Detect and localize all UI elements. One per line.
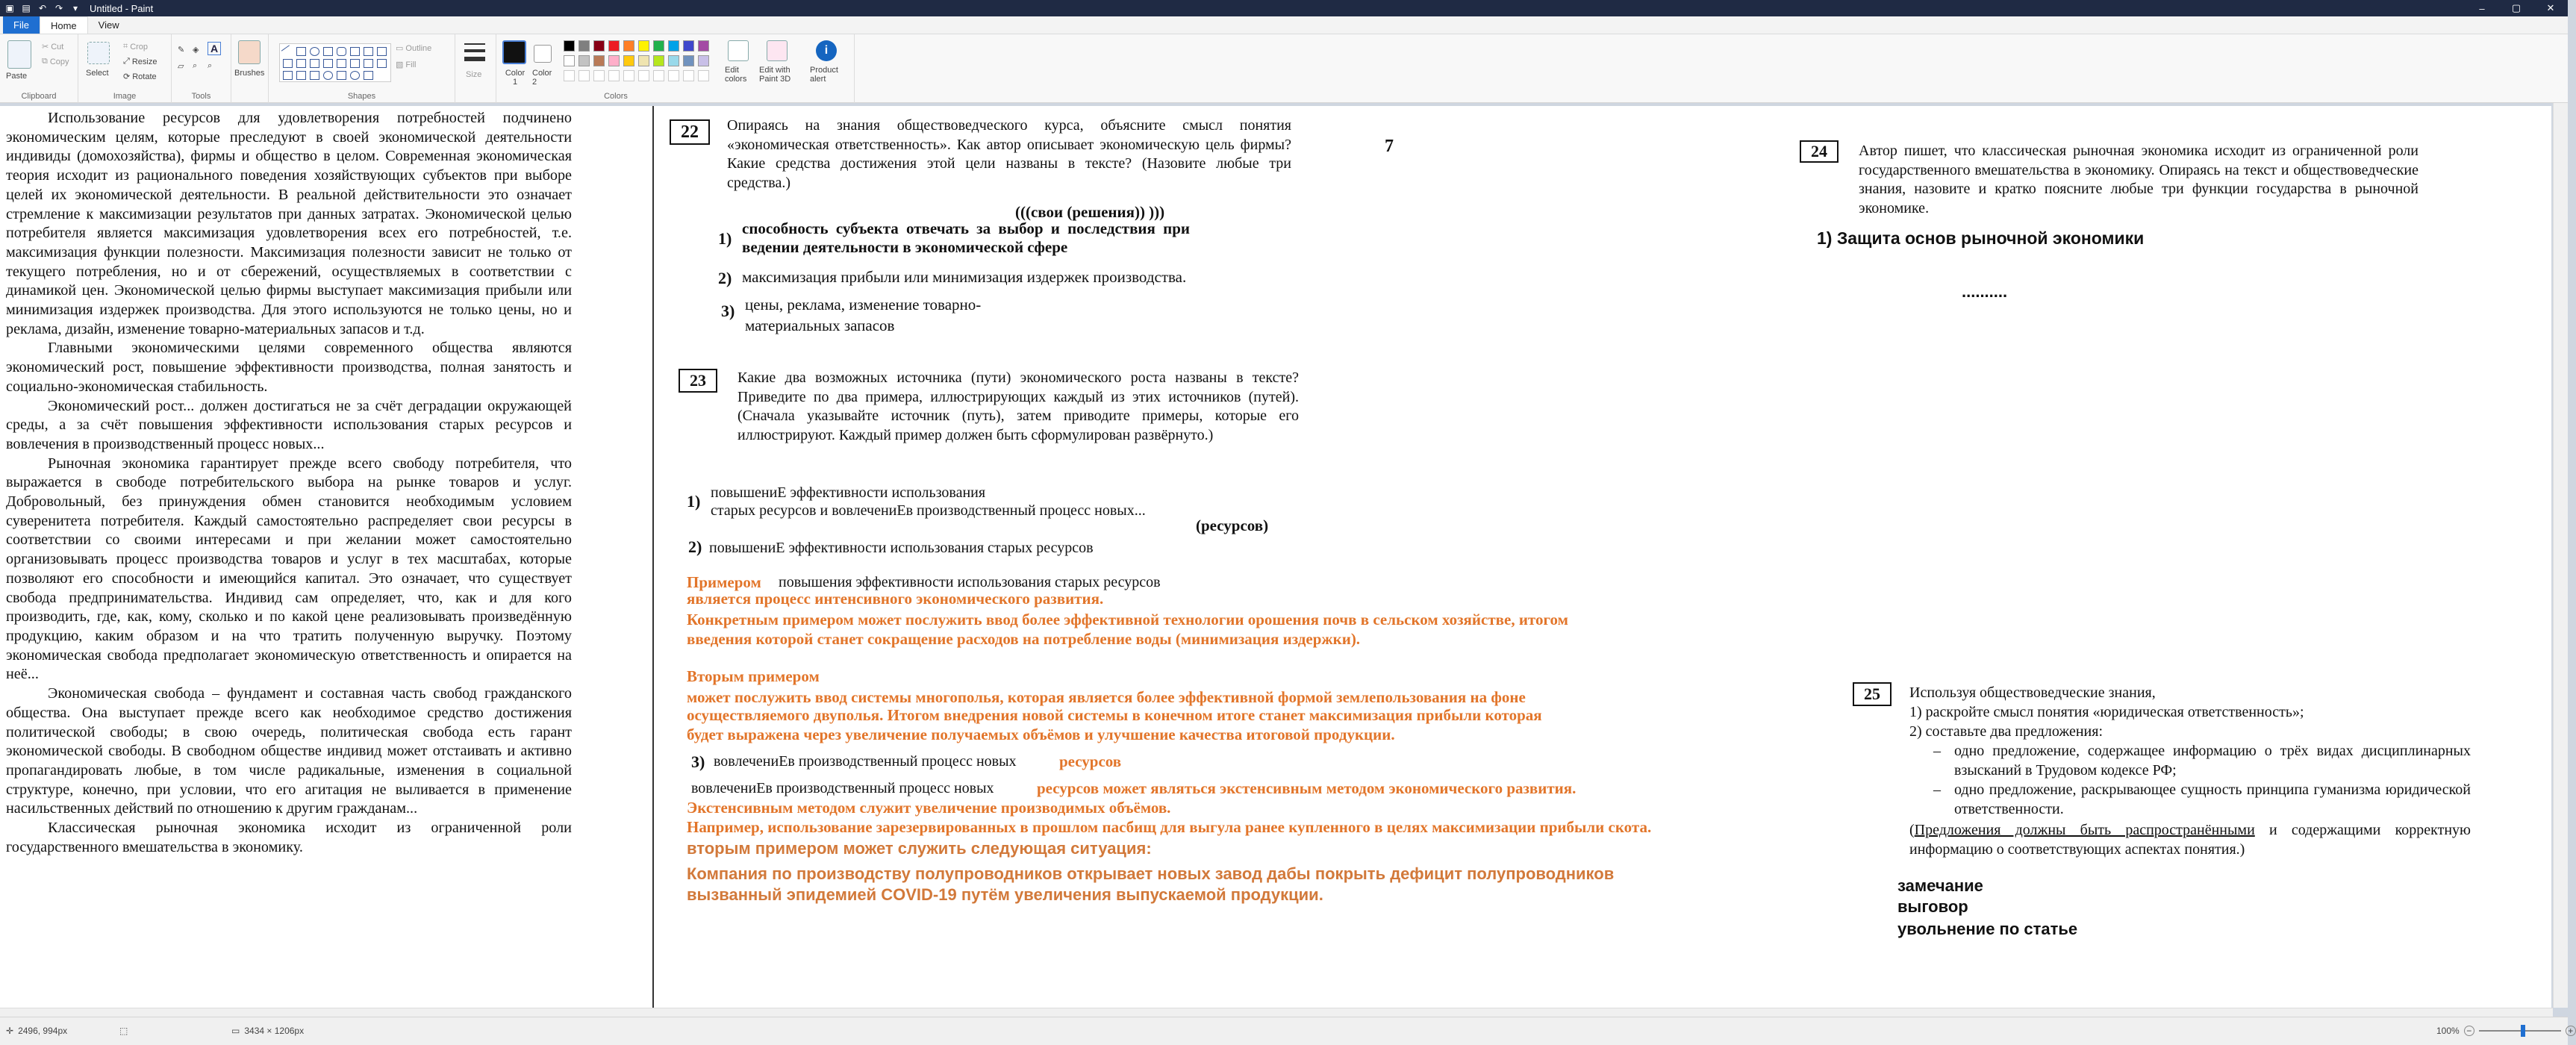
answer-23-1-line1: повышениЕ эффективности использования — [711, 484, 986, 501]
color-swatch[interactable] — [638, 55, 649, 66]
color-swatch[interactable] — [608, 40, 620, 52]
answer-22-1-number: 1) — [718, 229, 732, 248]
example-1-line2: является процесс интенсивного экономического развития. — [687, 590, 1104, 608]
product-alert-icon[interactable]: i — [816, 40, 837, 61]
color1-swatch[interactable] — [502, 40, 526, 64]
shape-arrow-up-icon[interactable] — [350, 59, 360, 68]
shape-callout-cloud-icon[interactable] — [337, 71, 346, 80]
page-number: 7 — [1385, 137, 1394, 156]
color1-label: Color 1 — [505, 69, 526, 87]
tab-file[interactable]: File — [3, 16, 40, 34]
redo-icon[interactable]: ↷ — [54, 3, 63, 13]
shape-curve-icon[interactable] — [296, 47, 306, 56]
shape-arrow-right-icon[interactable] — [323, 59, 333, 68]
answer-23-2-number: 2) — [688, 537, 702, 556]
color-picker-icon[interactable]: ⌕ — [193, 61, 198, 70]
cut-label: Cut — [51, 42, 64, 52]
answer-22-2-number: 2) — [718, 269, 732, 287]
paint-app-icon: ▣ — [5, 3, 14, 13]
custom-color-swatch[interactable] — [653, 70, 664, 81]
canvas-size-icon: ▭ — [231, 1026, 240, 1036]
custom-color-swatch[interactable] — [593, 70, 605, 81]
customize-quick-access-icon[interactable]: ▾ — [72, 3, 78, 13]
custom-color-swatch[interactable] — [668, 70, 679, 81]
bullet2-text: одно предложение, раскрывающее сущность принципа гуманизма юридической ответственности. — [1954, 782, 2471, 817]
minimize-button[interactable]: – — [2479, 2, 2485, 14]
brushes-button[interactable]: Brushes — [234, 69, 265, 78]
answer-24-dots: .......... — [1962, 282, 2008, 301]
color-swatch[interactable] — [668, 40, 679, 52]
question-24-text: Автор пишет, что классическая рыночная экономика исходит из ограниченной роли государственного вмешательства в экономику. Опираясь на текст и обществоведческие знания, назовите и кратко поясните любые три функции государства в рыночной экономике. — [1859, 143, 2418, 216]
canvas-size-text: 3434 × 1206px — [244, 1026, 305, 1036]
outline-label: Outline — [405, 43, 432, 53]
color-swatch[interactable] — [564, 40, 575, 52]
example-2-line2: осуществляемого двуполья. Итогом внедрения новой системы в конечном итоге станет максимизация прибыли которая — [687, 706, 1542, 724]
source-paragraph: Экономический рост... должен достигаться не за счёт деградации окружающей среды, а за счёт повышения эффективности использования старых ресурсов и вовлечения в производственный процесс новых... — [6, 397, 572, 452]
shape-line-icon[interactable] — [281, 45, 295, 57]
image-group-label: Image — [113, 92, 137, 101]
shape-hexagon-icon[interactable] — [310, 59, 319, 68]
rotate-button[interactable] — [123, 72, 157, 81]
example-3-line3: Например, использование зарезервированных в прошлом пасбищ для выгула ранее купленного в целях максимизации прибыли скота. — [687, 818, 1652, 836]
fill-bucket-icon[interactable]: ◈ — [193, 46, 199, 54]
question-22-number: 22 — [670, 119, 710, 145]
zoom-level: 100% — [2436, 1026, 2460, 1036]
shape-right-triangle-icon[interactable] — [377, 47, 387, 56]
color-swatch[interactable] — [623, 55, 634, 66]
note-rest: и содержащими корректную информацию о соответствующих аспектах понятия.) — [1909, 822, 2471, 858]
shapes-gallery[interactable] — [279, 43, 391, 82]
cut-button[interactable] — [42, 42, 63, 52]
shape-callout-rect-icon[interactable] — [310, 71, 319, 80]
copy-label: Copy — [49, 57, 69, 66]
color-swatch[interactable] — [578, 40, 590, 52]
source-paragraph: Главными экономическими целями современного общества являются экономический рост, повышение эффективности производства, полная занятость и социально-экономическая стабильность. — [6, 340, 572, 395]
undo-icon[interactable]: ↶ — [38, 3, 47, 13]
colors-group-label: Colors — [604, 92, 628, 101]
edit-with-paint3d-button[interactable]: Edit with Paint 3D — [759, 66, 791, 84]
edit-colors-icon[interactable] — [728, 40, 749, 61]
question-22-note: (((свои (решения)) ))) — [1015, 203, 1165, 221]
color-swatch[interactable] — [698, 40, 709, 52]
color-swatch[interactable] — [593, 40, 605, 52]
size-button[interactable]: Size — [466, 70, 482, 79]
title-bar — [0, 0, 2568, 16]
fill-icon: ▧ — [396, 60, 404, 69]
bullet1-text: одно предложение, содержащее информацию о трёх видах дисциплинарных взысканий в Трудовом кодексе РФ; — [1954, 743, 2471, 779]
question-25-line1: Используя обществоведческие знания, — [1909, 684, 2156, 701]
shape-oval-icon[interactable] — [310, 47, 319, 56]
resize-button[interactable] — [123, 57, 157, 66]
example-1-rest: повышения эффективности использования старых ресурсов — [779, 574, 1161, 590]
quick-access-toolbar — [0, 0, 81, 16]
paste-button[interactable]: Paste — [6, 72, 28, 81]
question-25-number: 25 — [1853, 682, 1892, 706]
answer-25-word2: выговор — [1897, 897, 1968, 916]
custom-color-swatch[interactable] — [683, 70, 694, 81]
drawing-canvas[interactable] — [0, 106, 2551, 1008]
question-23-number: 23 — [679, 369, 717, 393]
zoom-in-icon[interactable]: + — [2566, 1026, 2576, 1036]
fill-button[interactable] — [396, 60, 416, 69]
image-group — [78, 34, 172, 103]
edit-colors-button[interactable]: Edit colors — [725, 66, 747, 84]
outline-button[interactable] — [396, 43, 431, 53]
shape-star4-icon[interactable] — [377, 59, 387, 68]
source-paragraph: Классическая рыночная экономика исходит из ограниченной роли государственного вмешательства в экономику. — [6, 820, 572, 855]
shape-star6-icon[interactable] — [296, 71, 306, 80]
select-button[interactable]: Select — [86, 69, 109, 78]
question-23-text: Какие два возможных источника (пути) экономического роста названы в тексте? Приведите по два примера, иллюстрирующих каждый из этих источников (путей). (Сначала указывайте источник (путь), затем приводите примеры, которые его иллюстрируют. Каждый пример должен быть сформулирован развёрнуто.) — [737, 369, 1299, 443]
crop-icon: ⌗ — [123, 42, 128, 51]
question-25-note: (Предложения должны быть распространёнными и содержащими корректную информацию о соответствующих аспектах понятия.) — [1909, 822, 2471, 858]
color-swatch[interactable] — [653, 40, 664, 52]
answer-22-1: способность субъекта отвечать за выбор и последствия при ведении деятельности в экономической сфере — [742, 219, 1190, 256]
crop-button[interactable] — [123, 42, 148, 52]
dash-bullet: – — [1933, 743, 1941, 759]
horizontal-scrollbar[interactable] — [0, 1008, 2553, 1017]
close-button[interactable]: ✕ — [2546, 2, 2555, 13]
shape-polygon-icon[interactable] — [350, 47, 360, 56]
question-25-line2: 1) раскройте смысл понятия «юридическая ответственность»; — [1909, 704, 2304, 720]
paint3d-icon[interactable] — [767, 40, 788, 61]
color-swatch[interactable] — [638, 40, 649, 52]
colors-group — [556, 34, 855, 103]
example-2-line3: будет выражена через увеличение получаемых объёмов и улучшение качества итоговой продукции. — [687, 726, 1395, 743]
shape-arrow-down-icon[interactable] — [364, 59, 373, 68]
size-line-thin — [464, 43, 485, 45]
color-swatch[interactable] — [564, 55, 575, 66]
rotate-icon: ⟳ — [123, 72, 131, 81]
paste-icon[interactable] — [7, 40, 31, 69]
example-1-line3: Конкретным примером может послужить ввод более эффективной технологии орошения почв в сельском хозяйстве, итогом — [687, 611, 1568, 628]
maximize-button[interactable]: ▢ — [2511, 2, 2522, 13]
clipboard-group — [0, 34, 78, 103]
clipboard-group-label: Clipboard — [21, 92, 57, 101]
tools-group-label: Tools — [191, 92, 211, 101]
example-4-title: вторым примером может служить следующая ситуация: — [687, 839, 1152, 858]
answer-23-3-resources: ресурсов — [1059, 752, 1122, 770]
resize-label: Resize — [131, 57, 158, 66]
answer-23-1-note: (ресурсов) — [1196, 517, 1269, 534]
question-25-line3: 2) составьте два предложения: — [1909, 723, 2103, 740]
question-25-bullet2 — [1933, 781, 2471, 819]
size-line-thick — [464, 57, 485, 61]
example-1-title: Примером — [687, 573, 761, 591]
color-swatch[interactable] — [698, 55, 709, 66]
canvas-size — [231, 1026, 304, 1036]
example-4-line1: Компания по производству полупроводников открывает новых завод дабы покрыть дефицит полупроводников — [687, 864, 1615, 883]
shape-rectangle-icon[interactable] — [323, 47, 333, 56]
tools-group — [172, 34, 231, 103]
color-swatch[interactable] — [608, 55, 620, 66]
crop-label: Crop — [130, 42, 149, 52]
answer-25-word1: замечание — [1897, 876, 1983, 895]
question-22-text: Опираясь на знания обществоведческого курса, объясните смысл понятия «экономическая ответственность». Как автор описывает экономическую цель фирмы? Какие средства достижения этой цели названы в тексте? (Назовите любые три средства.) — [727, 117, 1291, 191]
shape-arrow-left-icon[interactable] — [337, 59, 346, 68]
source-paragraph: Рыночная экономика гарантирует прежде всего свободу потребителя, что выражается в свободе потребительского выбора на рынке товаров и услуг. Добровольный, без принуждения обмен становится необходимым условием суверенитета потребителя. Каждый самостоятельно распределяет свои ресурсы в соответствии со своими интересами и при желании может самостоятельно организовывать процесс производства товаров и услуг в тех масштабах, которые позволяют его способности и имеющийся капитал. Это означает, что существует свобода предпринимательства. Индивид сам определяет, что, как и для кого производить, где, как, кому, сколько и по какой цене реализовывать произведённую продукцию, каким образом и на что тратить полученную выручку. Поэтому экономическая свобода предполагает экономическую ответственность и опирается на неё... — [6, 455, 572, 683]
example-2-title: Вторым примером — [687, 667, 820, 685]
resize-icon: ⤢ — [123, 57, 130, 66]
shape-callout-oval-icon[interactable] — [323, 71, 333, 80]
tab-home[interactable]: Home — [40, 16, 88, 34]
size-group — [455, 34, 496, 103]
custom-color-swatch[interactable] — [698, 70, 709, 81]
answer-23-1-number: 1) — [687, 492, 701, 511]
cursor-position-text: 2496, 994px — [18, 1026, 68, 1036]
color-swatch[interactable] — [623, 40, 634, 52]
brush-icon[interactable] — [238, 40, 261, 64]
save-icon[interactable]: ▤ — [22, 3, 31, 13]
color-swatch[interactable] — [683, 40, 694, 52]
color-swatch[interactable] — [653, 55, 664, 66]
example-4-line2: вызванный эпидемией COVID-19 путём увеличения выпускаемой продукции. — [687, 885, 1323, 904]
selection-size — [119, 1026, 128, 1036]
custom-color-swatch[interactable] — [608, 70, 620, 81]
shapes-group — [269, 34, 455, 103]
source-text — [6, 109, 572, 857]
magnifier-icon[interactable]: ⌕ — [208, 61, 213, 70]
brushes-group — [231, 34, 269, 103]
zoom-slider-thumb[interactable] — [2521, 1025, 2525, 1037]
answer-23-3-number: 3) — [691, 752, 705, 771]
status-bar — [0, 1017, 2574, 1045]
pencil-icon[interactable]: ✎ — [178, 46, 185, 54]
shape-diamond-icon[interactable] — [283, 59, 293, 68]
ribbon — [0, 34, 2568, 103]
outline-icon: ▭ — [396, 44, 404, 53]
color-swatch[interactable] — [668, 55, 679, 66]
shape-heart-icon[interactable] — [350, 71, 360, 80]
example-2-line1: может послужить ввод системы многополья, которая является более эффективной формой землепользования на фоне — [687, 688, 1526, 706]
answer-23-2: повышениЕ эффективности использования старых ресурсов — [709, 540, 1094, 556]
color-swatch[interactable] — [578, 55, 590, 66]
answer-22-3: цены, реклама, изменение товарно-материальных запасов — [745, 296, 982, 334]
zoom-controls — [2436, 1026, 2576, 1036]
color-swatch[interactable] — [593, 55, 605, 66]
copy-icon: ⧉ — [42, 57, 48, 66]
select-icon[interactable] — [87, 42, 110, 64]
custom-color-swatch[interactable] — [564, 70, 575, 81]
answer-22-3-number: 3) — [721, 302, 735, 320]
dash-bullet: – — [1933, 782, 1941, 798]
custom-color-swatch[interactable] — [638, 70, 649, 81]
shape-pentagon-icon[interactable] — [296, 59, 306, 68]
answer-25-word3: увольнение по статье — [1897, 920, 2078, 938]
ribbon-tabs — [0, 16, 2568, 34]
example-3-line2: Экстенсивным методом служит увеличение производимых объёмов. — [687, 799, 1171, 817]
example-3-black: вовлечениЕв производственный процесс новых — [691, 780, 994, 796]
answer-23-3: вовлечениЕв производственный процесс новых — [714, 753, 1017, 770]
shape-lightning-icon[interactable] — [364, 71, 373, 80]
cursor-icon: ✛ — [6, 1026, 14, 1036]
rotate-label: Rotate — [132, 72, 157, 81]
source-paragraph: Использование ресурсов для удовлетворения потребностей подчинено экономическим целям, которые преследуют в своей экономической деятельности индивиды (домохозяйства), фирмы и общество в целом. Современная экономическая теория исходит из рационального поведения хозяйствующих субъектов при выборе целей их экономической деятельности. В реальной действительности это означает стремление к максимизации результатов при данных затратах. Экономической целью потребителя является максимизация удовлетворения всех его потребностей, т.е. максимизация функции полезности. Максимизация полезности зависит не только от текущего потребления, но и от сбережений, осуществляемых в соответствии с динамикой цен. Экономической целью фирмы выступает максимизация прибыли или минимизация издержек производства. Для этого используются не только цены, но и реклама, дизайн, изменение товарно-материальных запасов и т.д. — [6, 110, 572, 337]
vertical-scrollbar[interactable] — [2553, 103, 2568, 1008]
answer-22-2: максимизация прибыли или минимизация издержек производства. — [742, 268, 1187, 286]
shape-star5-icon[interactable] — [283, 71, 293, 80]
product-alert-button[interactable]: Product alert — [810, 66, 838, 84]
scissors-icon: ✂ — [42, 43, 49, 52]
fill-label: Fill — [405, 60, 417, 69]
color2-swatch[interactable] — [534, 45, 552, 63]
zoom-slider[interactable] — [2479, 1030, 2561, 1032]
source-paragraph: Экономическая свобода – фундамент и составная часть свобод гражданского общества. Она выступает прежде всего как необходимое средство достижения политической свободы; в свою очередь, политическая свобода есть гарант экономической свободы. В свободном обществе индивид может отстаивать и активно пропагандировать любые, в том числе радикальные, изменения в социальной структуре, конечно, при условии, что его агитация не выливается в применение насильственных действий по отношению к другим гражданам... — [6, 685, 572, 817]
custom-color-swatch[interactable] — [578, 70, 590, 81]
question-24-number: 24 — [1800, 140, 1839, 163]
custom-color-swatch[interactable] — [623, 70, 634, 81]
column-divider — [652, 106, 654, 1008]
answer-24-1: 1) Защита основ рыночной экономики — [1817, 228, 2145, 248]
eraser-icon[interactable]: ▱ — [178, 62, 184, 71]
answer-23-1-line2: старых ресурсов и вовлечениЕв производственный процесс новых... — [711, 502, 1146, 519]
shapes-group-label: Shapes — [347, 92, 376, 101]
canvas-area — [0, 103, 2568, 1015]
shape-rounded-rect-icon[interactable] — [337, 47, 346, 56]
question-25-bullet1 — [1933, 742, 2471, 780]
note-underlined: Предложения должны быть распространёнными — [1914, 822, 2255, 838]
shape-triangle-icon[interactable] — [364, 47, 373, 56]
copy-button[interactable] — [42, 57, 69, 66]
example-1-line4: введения которой станет сокращение расходов на потребление воды (минимизация издержки). — [687, 630, 1361, 648]
zoom-out-icon[interactable]: − — [2464, 1026, 2474, 1036]
selection-icon: ⬚ — [119, 1026, 128, 1036]
example-3-orange: ресурсов может являться экстенсивным методом экономического развития. — [1037, 779, 1577, 797]
color-swatch[interactable] — [683, 55, 694, 66]
text-tool-icon[interactable]: A — [208, 42, 221, 55]
tab-view[interactable]: View — [98, 19, 119, 31]
size-line-medium — [464, 49, 485, 52]
window-title: Untitled - Paint — [90, 2, 154, 14]
color2-label: Color 2 — [532, 69, 552, 87]
cursor-position — [6, 1026, 67, 1036]
